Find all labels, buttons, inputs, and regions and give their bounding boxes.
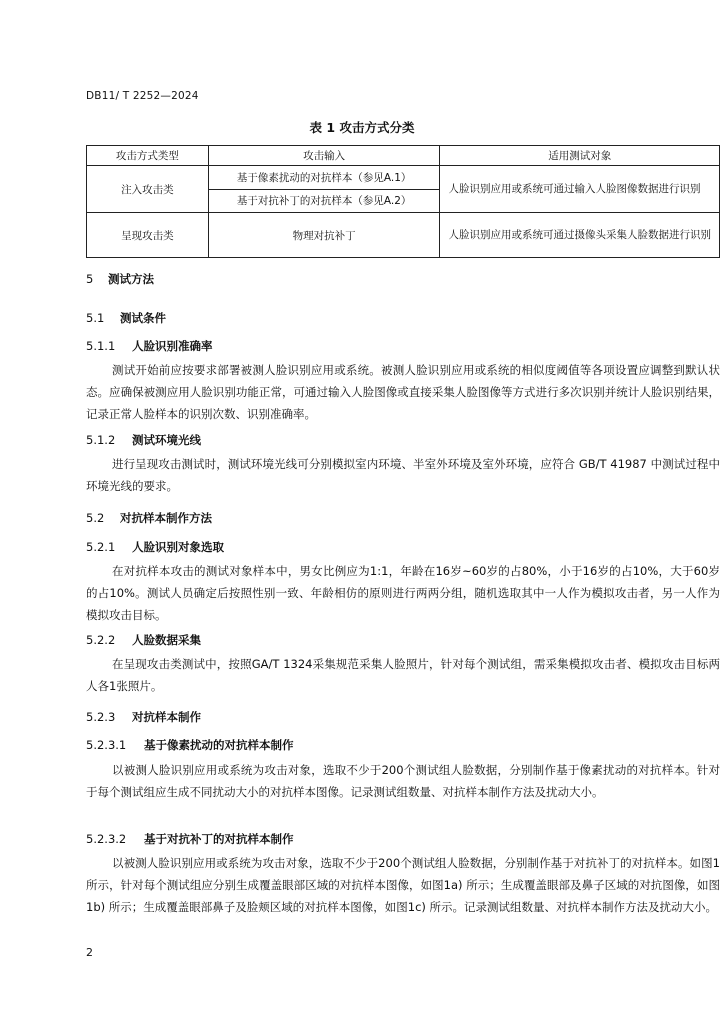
section-heading-5 <box>86 271 154 287</box>
section-heading-5-2-2 <box>86 632 201 648</box>
section-title: 人脸识别准确率 <box>132 339 213 353</box>
table-cell-target: 人脸识别应用或系统可通过摄像头采集人脸数据进行识别 <box>440 213 720 258</box>
section-title: 测试条件 <box>120 311 166 325</box>
section-number: 5.2.3.2 <box>86 832 127 846</box>
section-heading-5-2-1 <box>86 539 224 555</box>
section-title: 对抗样本制作 <box>132 710 201 724</box>
table-row <box>87 213 720 258</box>
section-heading-5-1 <box>86 310 166 326</box>
section-title: 基于像素扰动的对抗样本制作 <box>144 738 294 752</box>
paragraph-5-2-3-1: 以被测人脸识别应用或系统为攻击对象，选取不少于200个测试组人脸数据，分别制作基于像素扰动的对抗样本。针对于每个测试组应生成不同扰动大小的对抗样本图像。记录测试组数量、对抗样本制作方法及扰动大小。 <box>86 763 720 799</box>
standard-code-header: DB11/ T 2252—2024 <box>86 90 199 102</box>
section-number: 5 <box>86 272 94 286</box>
paragraph-5-2-1: 在对抗样本攻击的测试对象样本中，男女比例应为1:1，年龄在16岁~60岁的占80%，小于16岁的占10%，大于60岁的占10%。测试人员确定后按照性别一致、年龄相仿的原则进行两两分组，随机选取其中一人作为模拟攻击者，另一人作为模拟攻击目标。 <box>86 564 720 622</box>
section-number: 5.2.3.1 <box>86 738 127 752</box>
column-header: 攻击方式类型 <box>87 146 209 166</box>
table-header-row <box>87 146 720 166</box>
column-header: 攻击输入 <box>208 146 440 166</box>
column-header: 适用测试对象 <box>440 146 720 166</box>
paragraph-5-2-2: 在呈现攻击类测试中，按照GA/T 1324采集规范采集人脸照片，针对每个测试组，需采集模拟攻击者、模拟攻击目标两人各1张照片。 <box>86 657 720 693</box>
section-title: 基于对抗补丁的对抗样本制作 <box>144 832 294 846</box>
section-heading-5-1-2 <box>86 432 201 448</box>
section-title: 测试方法 <box>108 272 154 286</box>
table-cell-input: 基于对抗补丁的对抗样本（参见A.2） <box>208 189 440 213</box>
table-row <box>87 166 720 190</box>
table-cell-type: 注入攻击类 <box>87 166 209 213</box>
table-cell-input: 物理对抗补丁 <box>208 213 440 258</box>
section-title: 人脸识别对象选取 <box>132 540 224 554</box>
section-number: 5.1.2 <box>86 433 116 447</box>
section-title: 人脸数据采集 <box>132 633 201 647</box>
attack-type-table <box>86 145 720 258</box>
section-heading-5-2-3-1 <box>86 737 294 753</box>
section-title: 测试环境光线 <box>132 433 201 447</box>
section-heading-5-1-1 <box>86 338 213 354</box>
section-number: 5.2.2 <box>86 633 116 647</box>
section-heading-5-2 <box>86 510 212 526</box>
paragraph-5-2-3-2: 以被测人脸识别应用或系统为攻击对象，选取不少于200个测试组人脸数据，分别制作基于对抗补丁的对抗样本。如图1所示，针对每个测试组应分别生成覆盖眼部区域的对抗样本图像，如图1a) 所示；生成覆盖眼部及鼻子区域的对抗图像，如图1b) 所示；生成覆盖眼部鼻子及脸颊区域的对抗样本图像，如图1c) 所示。记录测试组数量、对抗样本制作方法及扰动大小。 <box>86 856 720 914</box>
section-heading-5-2-3 <box>86 709 201 725</box>
section-number: 5.2.3 <box>86 710 116 724</box>
section-number: 5.1 <box>86 311 105 325</box>
page-number: 2 <box>86 946 93 959</box>
section-number: 5.1.1 <box>86 339 116 353</box>
table-cell-type: 呈现攻击类 <box>87 213 209 258</box>
section-title: 对抗样本制作方法 <box>120 511 212 525</box>
paragraph-5-1-1: 测试开始前应按要求部署被测人脸识别应用或系统。被测人脸识别应用或系统的相似度阈值等各项设置应调整到默认状态。应确保被测应用人脸识别功能正常，可通过输入人脸图像或直接采集人脸图像等方式进行多次识别并统计人脸识别结果，记录正常人脸样本的识别次数、识别准确率。 <box>86 363 720 421</box>
section-number: 5.2 <box>86 511 105 525</box>
table-caption: 表 1 攻击方式分类 <box>309 120 415 135</box>
table-cell-input: 基于像素扰动的对抗样本（参见A.1） <box>208 166 440 190</box>
paragraph-5-1-2: 进行呈现攻击测试时，测试环境光线可分别模拟室内环境、半室外环境及室外环境，应符合 GB/T 41987 中测试过程中环境光线的要求。 <box>86 457 720 493</box>
section-heading-5-2-3-2 <box>86 831 294 847</box>
section-number: 5.2.1 <box>86 540 116 554</box>
table-cell-target: 人脸识别应用或系统可通过输入人脸图像数据进行识别 <box>440 166 720 213</box>
